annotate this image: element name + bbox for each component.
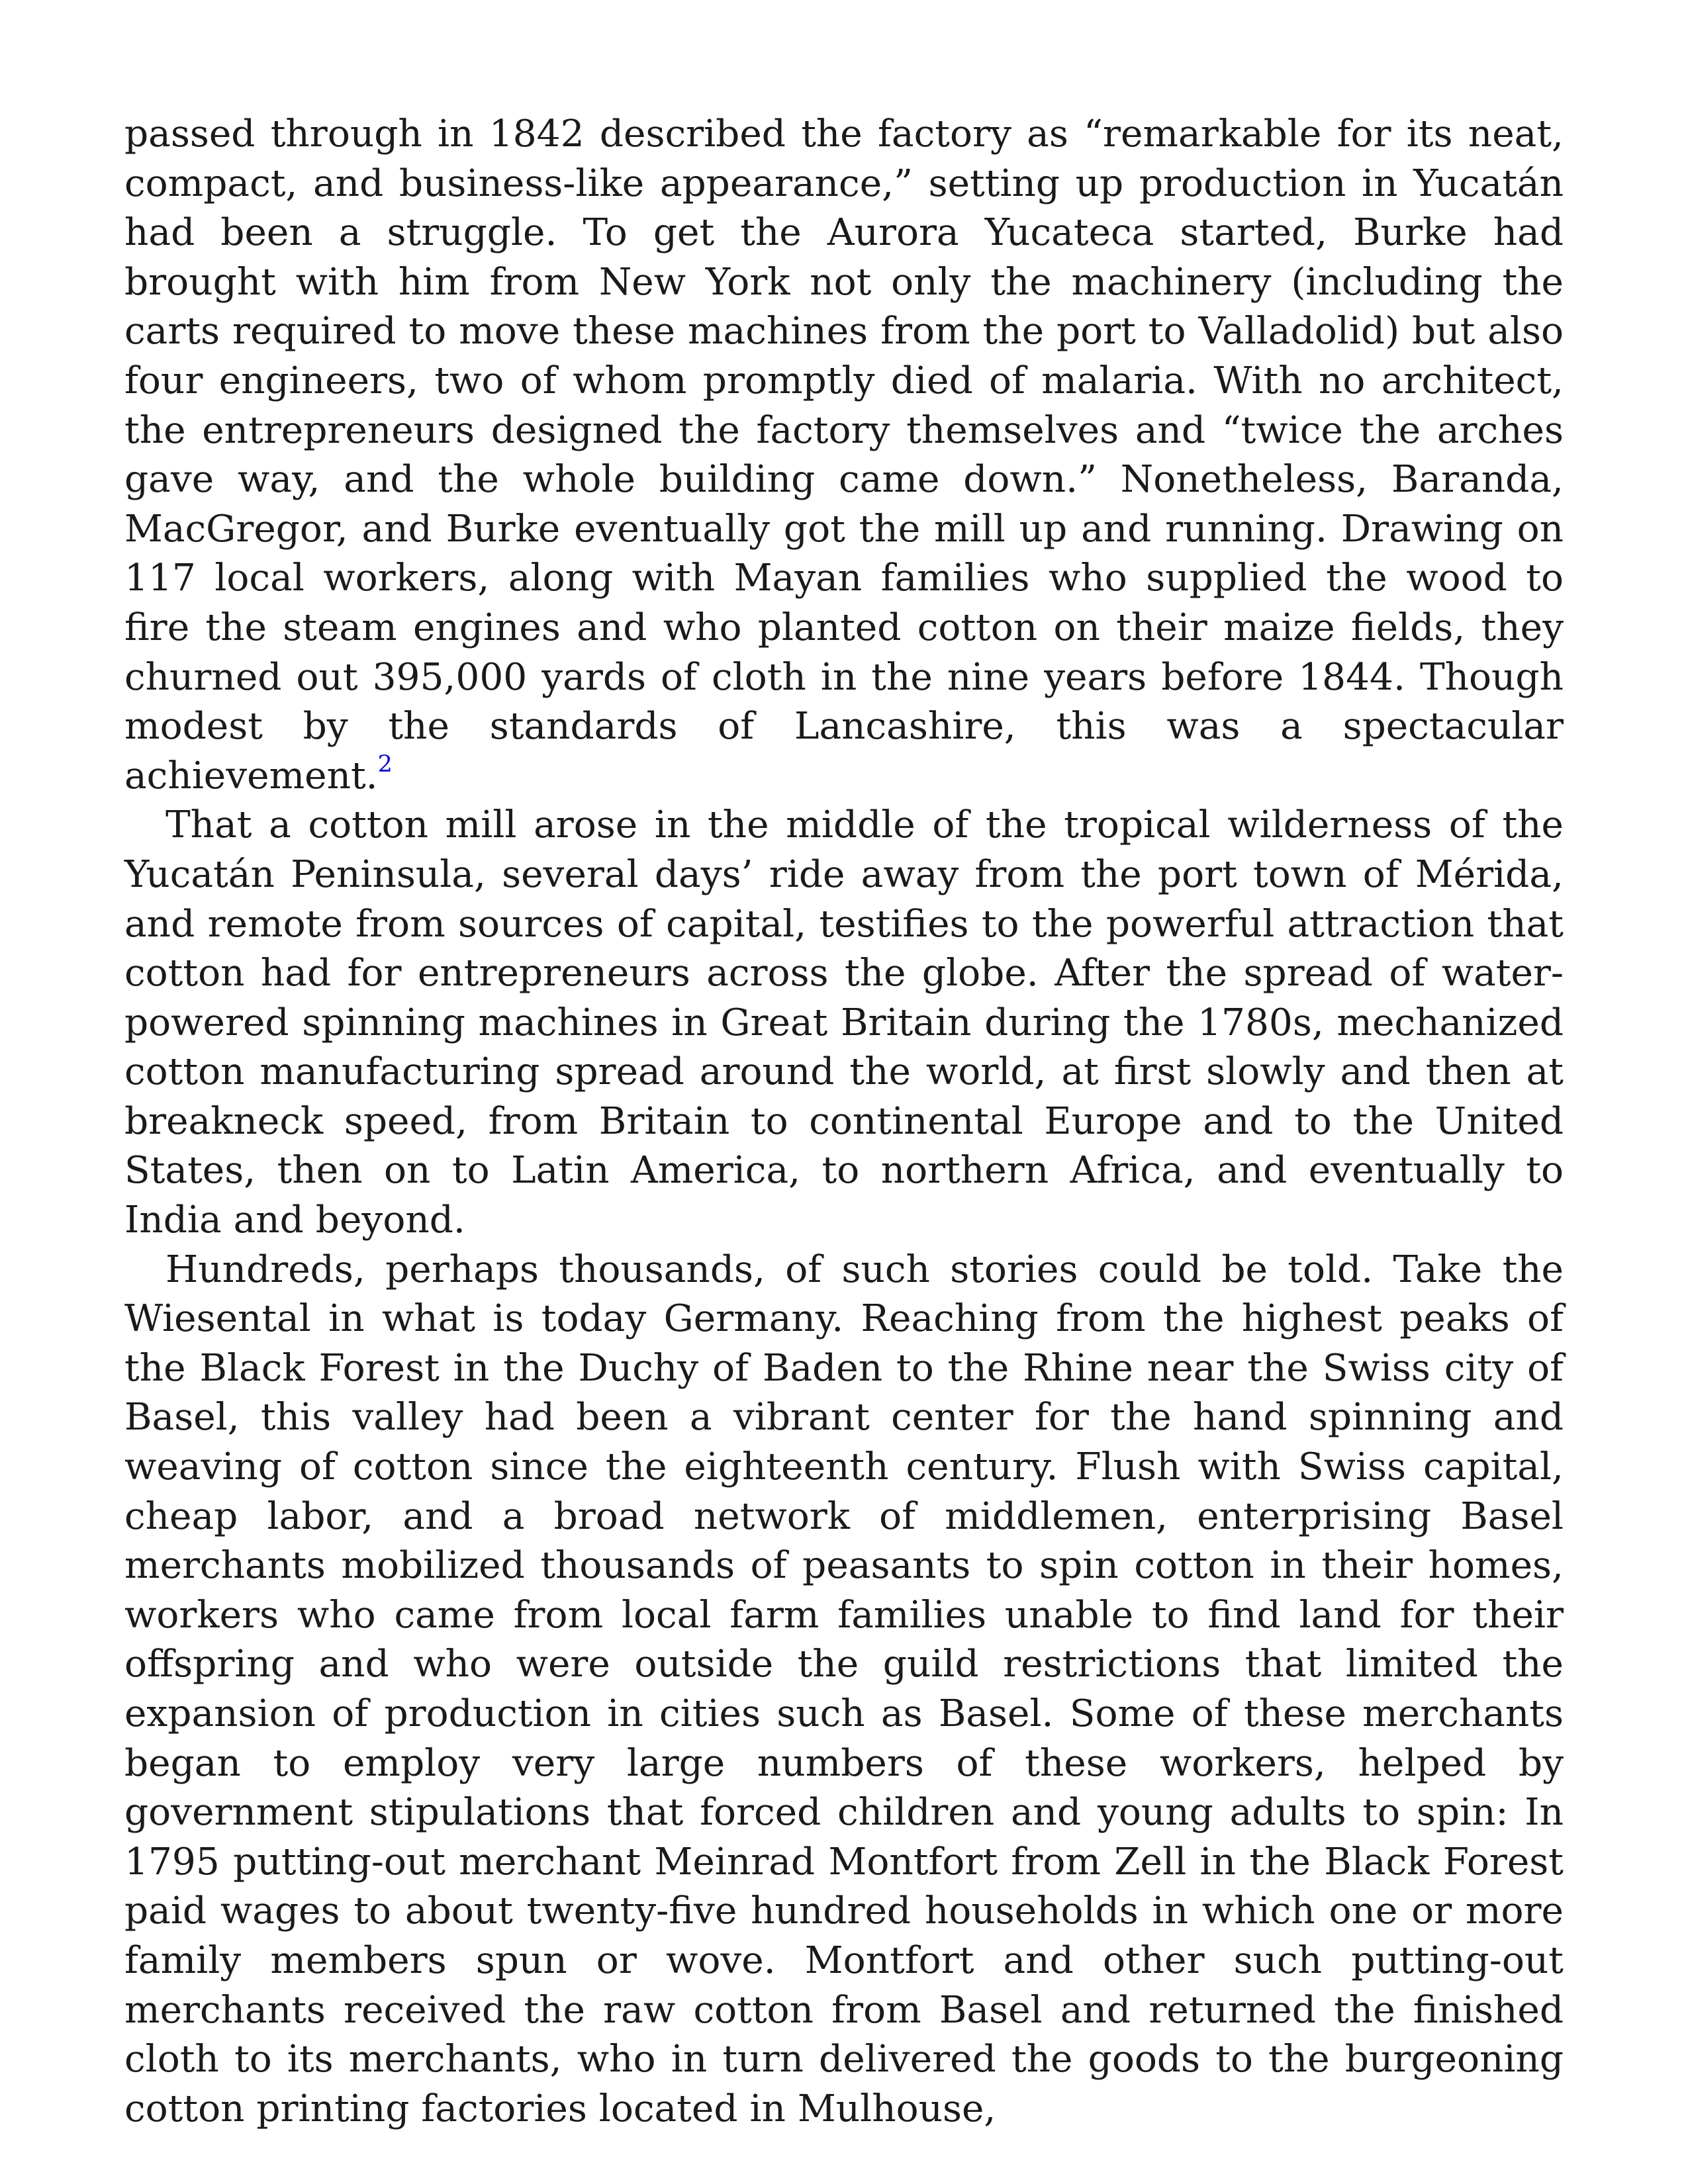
paragraph-2 [124,801,1564,1245]
footnote-reference-link[interactable]: 2 [377,750,393,778]
paragraph-1-text: passed through in 1842 described the factory as “remarkable for its neat, compact, and business-like appearance,” setting up production in Yucatán had been a struggle. To get the Aurora Yucateca started, Burke had brought with him from New York not only the machinery (including the carts required to move these machines from the port to Valladolid) but also four engineers, two of whom promptly died of malaria. With no architect, the entrepreneurs designed the factory themselves and “twice the arches gave way, and the whole building came down.” Nonetheless, Baranda, MacGregor, and Burke eventually got the mill up and running. Drawing on 117 local workers, along with Mayan families who supplied the wood to fire the steam engines and who planted cotton on their maize fields, they churned out 395,000 yards of cloth in the nine years before 1844. Though modest by the standards of Lancashire, this was a spectacular achievement. [124,113,1564,797]
paragraph-3-text: Hundreds, perhaps thousands, of such stories could be told. Take the Wiesental in what is today Germany. Reaching from the highest peaks of the Black Forest in the Duchy of Baden to the Rhine near the Swiss city of Basel, this valley had been a vibrant center for the hand spinning and weaving of cotton since the eighteenth century. Flush with Swiss capital, cheap labor, and a broad network of middlemen, enterprising Basel merchants mobilized thousands of peasants to spin cotton in their homes, workers who came from local farm families unable to find land for their offspring and who were outside the guild restrictions that limited the expansion of production in cities such as Basel. Some of these merchants began to employ very large numbers of these workers, helped by government stipulations that forced children and young adults to spin: In 1795 putting-out merchant Meinrad Montfort from Zell in the Black Forest paid wages to about twenty-five hundred households in which one or more family members spun or wove. Montfort and other such putting-out merchants received the raw cotton from Basel and returned the finished cloth to its merchants, who in turn delivered the goods to the burgeoning cotton printing factories located in Mulhouse, [124,1248,1564,2130]
paragraph-1 [124,110,1564,801]
page-body [124,110,1564,2134]
paragraph-3 [124,1246,1564,2134]
paragraph-2-text: That a cotton mill arose in the middle of the tropical wilderness of the Yucatán Peninsula, several days’ ride away from the port town of Mérida, and remote from sources of capital, testifies to the powerful attraction that cotton had for entrepreneurs across the globe. After the spread of water-powered spinning machines in Great Britain during the 1780s, mechanized cotton manufacturing spread around the world, at first slowly and then at breakneck speed, from Britain to continental Europe and to the United States, then on to Latin America, to northern Africa, and eventually to India and beyond. [124,803,1564,1242]
